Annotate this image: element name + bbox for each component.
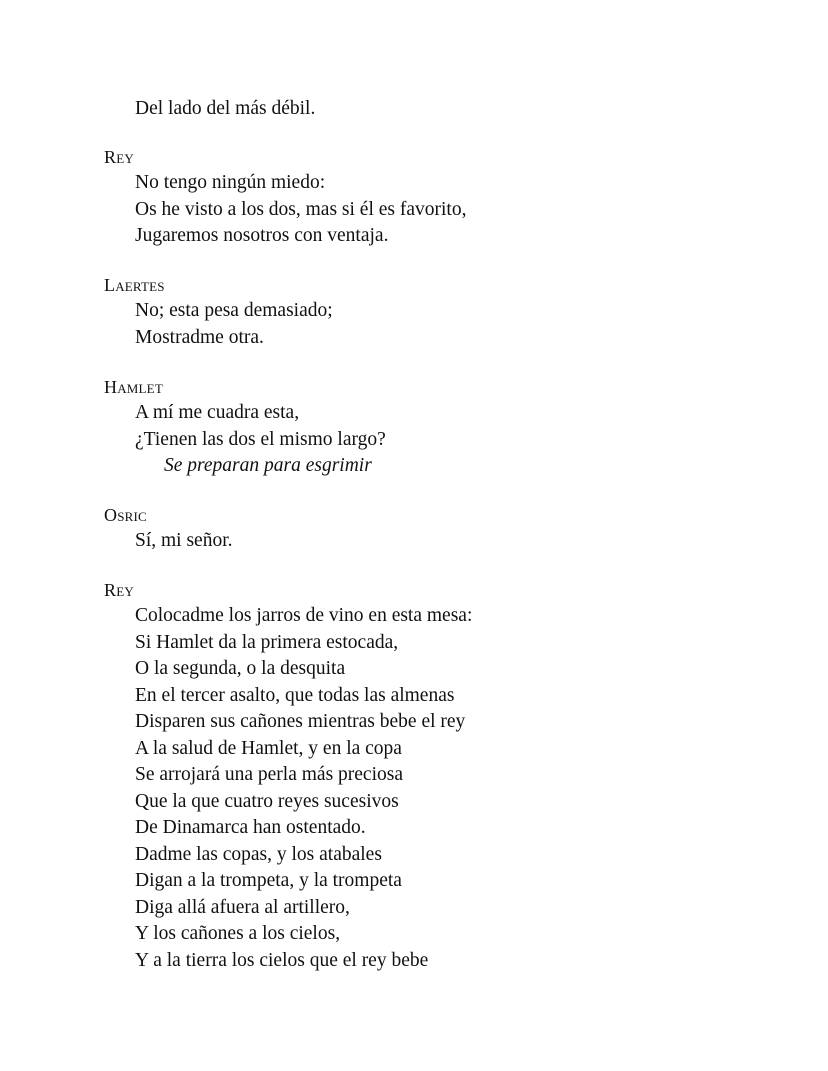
verse-line: Disparen sus cañones mientras bebe el rey bbox=[135, 711, 466, 732]
speech-laertes bbox=[104, 272, 784, 351]
verse-line: A mí me cuadra esta, bbox=[135, 402, 300, 423]
speaker-name: Hamlet bbox=[104, 377, 163, 397]
speech-rey-1 bbox=[104, 144, 784, 250]
speech-hamlet bbox=[104, 374, 784, 480]
speech-osric bbox=[104, 502, 784, 555]
verse-line: No tengo ningún miedo: bbox=[135, 172, 326, 193]
verse-line: Mostradme otra. bbox=[135, 326, 264, 348]
verse-line: O la segunda, o la desquita bbox=[135, 658, 346, 679]
verse-line: Digan a la trompeta, y la trompeta bbox=[135, 870, 402, 891]
verse-line: No; esta pesa demasiado; bbox=[135, 300, 333, 321]
verse-line: De Dinamarca han ostentado. bbox=[135, 817, 366, 838]
verse-line: Os he visto a los dos, mas si él es favorito, bbox=[135, 198, 467, 220]
speaker-name: Osric bbox=[104, 505, 147, 525]
verse-line: ¿Tienen las dos el mismo largo? bbox=[135, 428, 386, 450]
verse-line: A la salud de Hamlet, y en la copa bbox=[135, 737, 402, 759]
speaker-name: Rey bbox=[104, 147, 134, 167]
speech-rey-2 bbox=[104, 577, 784, 974]
verse-line: Si Hamlet da la primera estocada, bbox=[135, 631, 399, 653]
verse-line: Sí, mi señor. bbox=[135, 530, 233, 551]
speaker-name: Rey bbox=[104, 580, 134, 600]
verse-line: Se arrojará una perla más preciosa bbox=[135, 764, 403, 785]
speech-continuation bbox=[104, 96, 784, 123]
verse-line: En el tercer asalto, que todas las almenas bbox=[135, 684, 455, 706]
verse-line: Que la que cuatro reyes sucesivos bbox=[135, 790, 399, 812]
verse-line: Diga allá afuera al artillero, bbox=[135, 896, 350, 918]
verse-line: Del lado del más débil. bbox=[135, 98, 316, 119]
verse-line: Y los cañones a los cielos, bbox=[135, 923, 341, 944]
verse-line: Jugaremos nosotros con ventaja. bbox=[135, 225, 389, 246]
verse-line: Y a la tierra los cielos que el rey bebe bbox=[135, 949, 429, 971]
verse-line: Colocadme los jarros de vino en esta mesa: bbox=[135, 605, 473, 626]
speaker-name: Laertes bbox=[104, 275, 165, 295]
stage-direction: Se preparan para esgrimir bbox=[164, 455, 372, 476]
verse-line: Dadme las copas, y los atabales bbox=[135, 843, 382, 865]
